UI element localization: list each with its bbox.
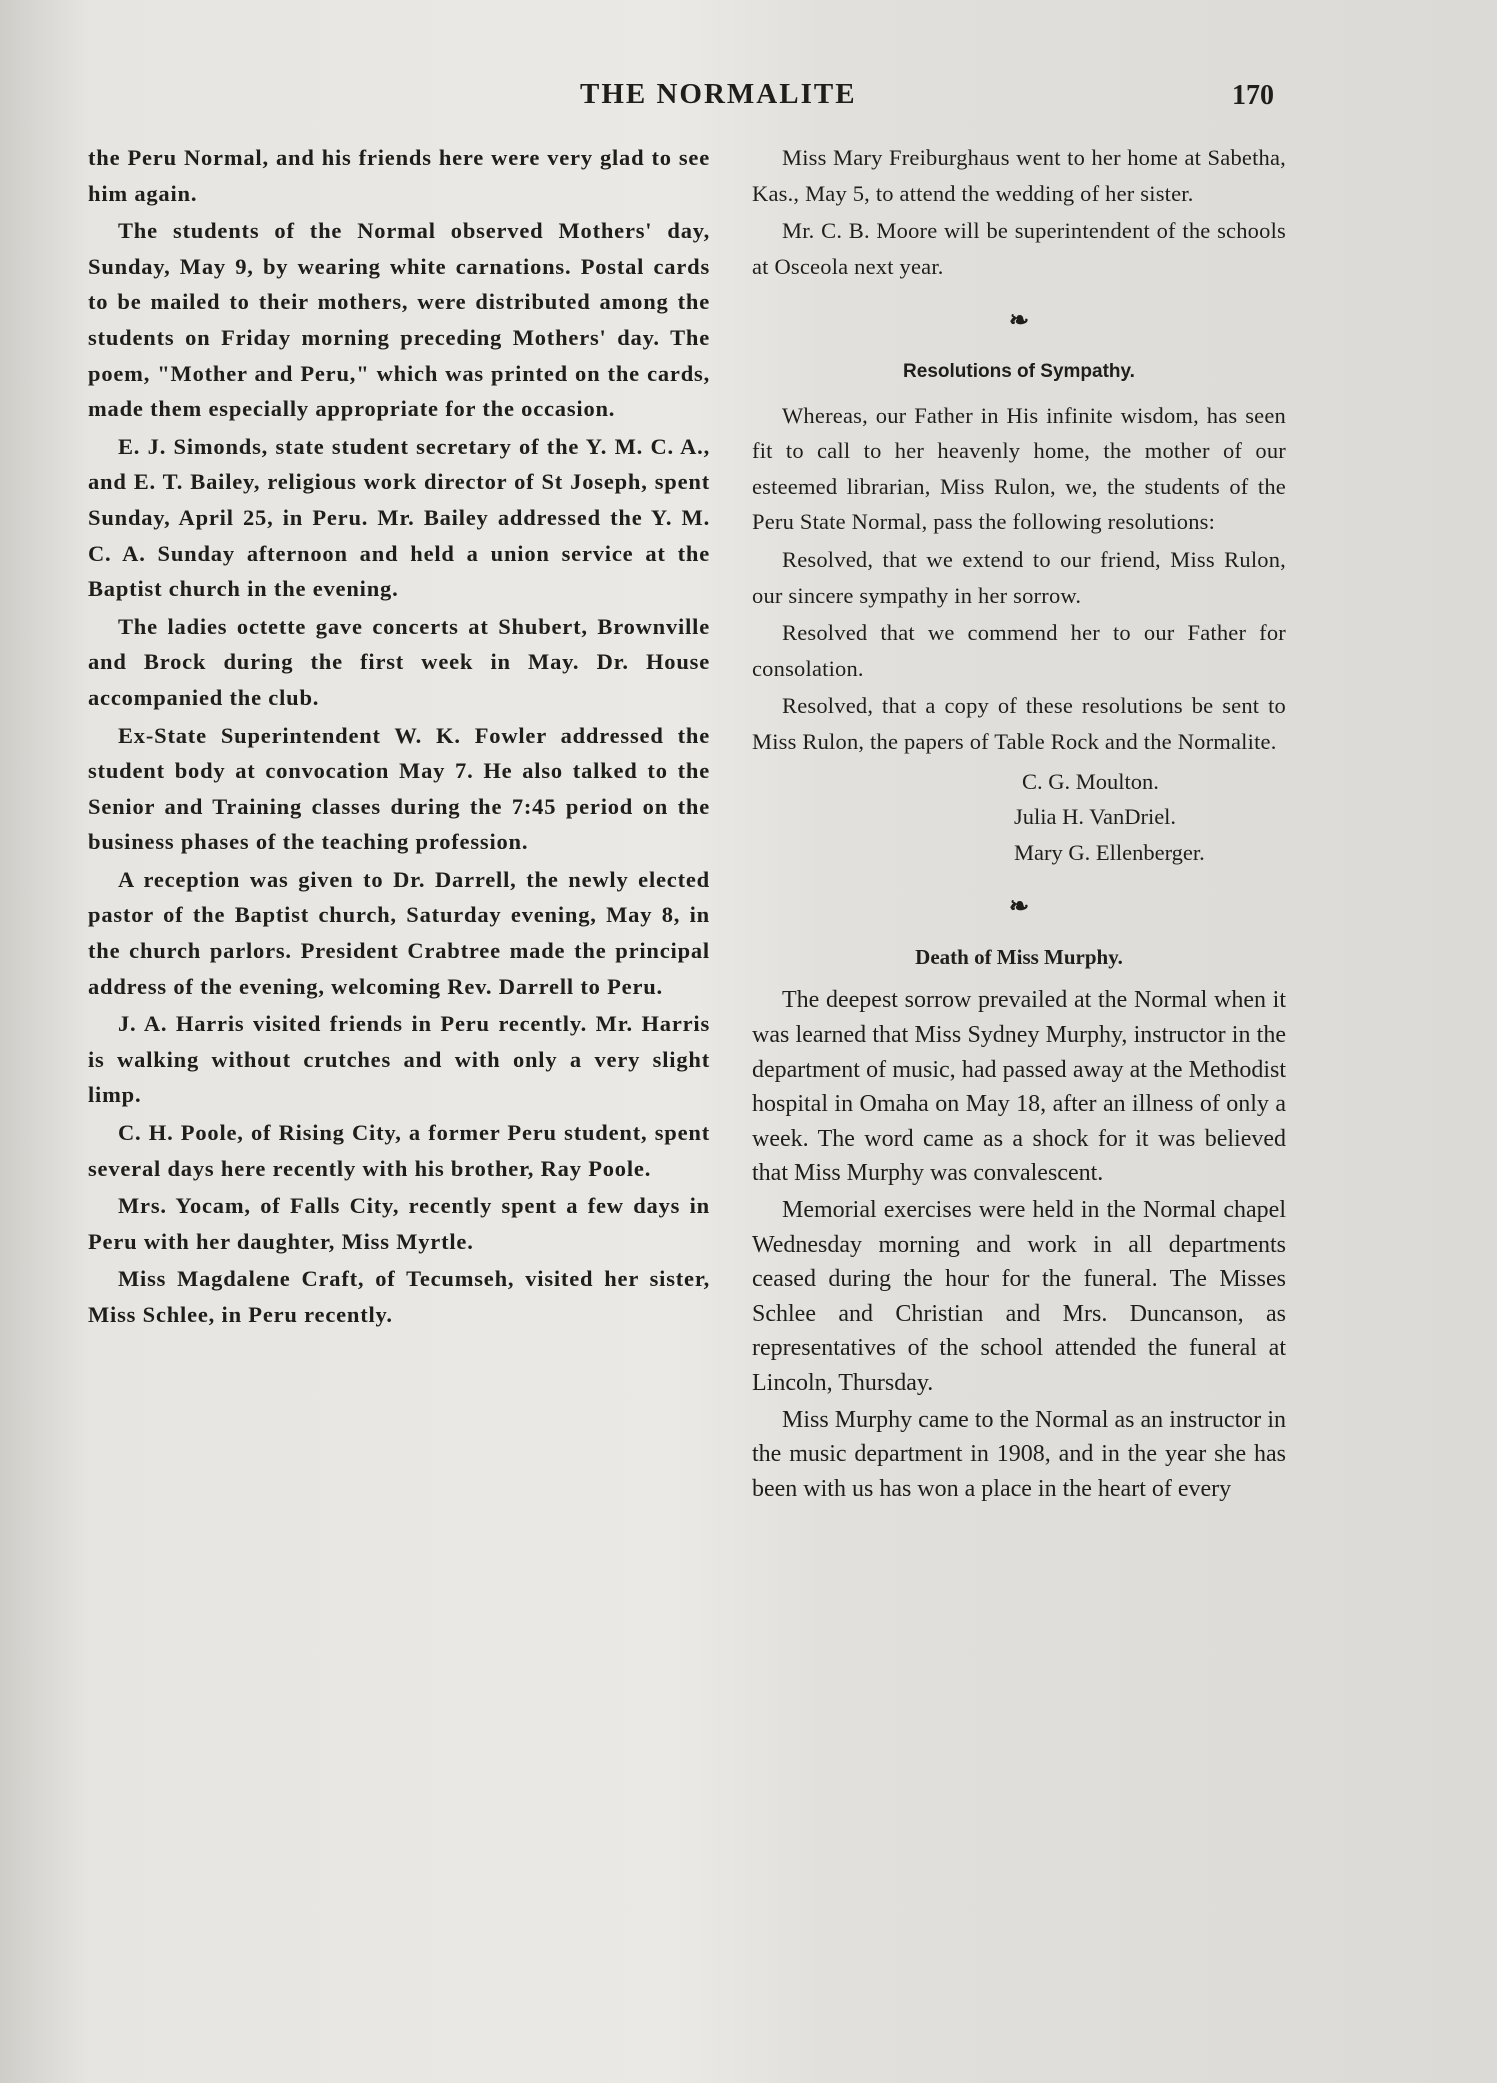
section-ornament: ❧ [1008, 308, 1030, 335]
article-paragraph: Mrs. Yocam, of Falls City, recently spent a few days in Peru with her daughter, Miss Myrtle. [88, 1193, 710, 1254]
article-paragraph: J. A. Harris visited friends in Peru recently. Mr. Harris is walking without crutches and with only a very slight limp. [88, 1011, 710, 1108]
running-title: THE NORMALITE [580, 78, 857, 110]
article-paragraph: The ladies octette gave concerts at Shubert, Brownville and Brock during the first week in May. Dr. House accompanied the club. [88, 613, 710, 710]
death-notice-paragraph: Miss Murphy came to the Normal as an instructor in the music department in 1908, and in the year she has been with us has won a place in the heart of every [752, 1406, 1286, 1502]
signature-line: Mary G. Ellenberger. [1014, 839, 1205, 865]
page-header [0, 78, 1497, 118]
resolution-paragraph: Resolved, that a copy of these resolutions be sent to Miss Rulon, the papers of Table Rock and the Normalite. [752, 693, 1286, 754]
right-column [752, 140, 1286, 1508]
article-paragraph: Miss Mary Freiburghaus went to her home at Sabetha, Kas., May 5, to attend the wedding of her sister. [752, 145, 1286, 206]
article-paragraph: Mr. C. B. Moore will be superintendent of the schools at Osceola next year. [752, 218, 1286, 279]
signature-line: C. G. Moulton. [1022, 768, 1159, 794]
page-number: 170 [1232, 80, 1274, 111]
article-paragraph: C. H. Poole, of Rising City, a former Peru student, spent several days here recently with his brother, Ray Poole. [88, 1120, 710, 1181]
death-notice-paragraph: The deepest sorrow prevailed at the Normal when it was learned that Miss Sydney Murphy, instructor in the department of music, had passed away at the Methodist hospital in Omaha on May 18, after an illness of only a week. The word came as a shock for it was believed that Miss Murphy was convalescent. [752, 987, 1286, 1187]
resolution-paragraph: Resolved that we commend her to our Father for consolation. [752, 620, 1286, 681]
resolution-paragraph: Whereas, our Father in His infinite wisdom, has seen fit to call to her heavenly home, the mother of our esteemed librarian, Miss Rulon, we, the students of the Peru State Normal, pass the following resolutions: [752, 402, 1286, 535]
death-notice-heading: Death of Miss Murphy. [915, 944, 1123, 969]
article-paragraph: Miss Magdalene Craft, of Tecumseh, visited her sister, Miss Schlee, in Peru recently. [88, 1266, 710, 1327]
section-ornament: ❧ [1008, 894, 1030, 921]
resolutions-heading: Resolutions of Sympathy. [903, 360, 1135, 382]
article-paragraph: E. J. Simonds, state student secretary of the Y. M. C. A., and E. T. Bailey, religious work director of St Joseph, spent Sunday, April 25, in Peru. Mr. Bailey addressed the Y. M. C. A. Sunday afternoon and held a union service at the Baptist church in the evening. [88, 433, 710, 602]
resolution-paragraph: Resolved, that we extend to our friend, Miss Rulon, our sincere sympathy in her sorrow. [752, 546, 1286, 608]
article-paragraph: Ex-State Superintendent W. K. Fowler addressed the student body at convocation May 7. He also talked to the Senior and Training classes during the 7:45 period on the business phases of the teaching profession. [88, 722, 710, 855]
article-paragraph: A reception was given to Dr. Darrell, the newly elected pastor of the Baptist church, Saturday evening, May 8, in the church parlors. President Crabtree made the principal address of the evening, welcoming Rev. Darrell to Peru. [88, 866, 710, 999]
signature-line: Julia H. VanDriel. [1014, 804, 1177, 830]
article-paragraph: The students of the Normal observed Mothers' day, Sunday, May 9, by wearing white carnations. Postal cards to be mailed to their mothers, were distributed among the students on Friday morning preceding Mothers' day. The poem, "Mother and Peru," which was printed on the cards, made them especially appropriate for the occasion. [88, 218, 710, 422]
article-paragraph: the Peru Normal, and his friends here were very glad to see him again. [88, 145, 710, 206]
signature-block [1014, 764, 1286, 871]
left-column [88, 140, 710, 1335]
death-notice-paragraph: Memorial exercises were held in the Normal chapel Wednesday morning and work in all departments ceased during the hour for the funeral. The Misses Schlee and Christian and Mrs. Duncanson, as representatives of the school attended the funeral at Lincoln, Thursday. [752, 1197, 1286, 1396]
